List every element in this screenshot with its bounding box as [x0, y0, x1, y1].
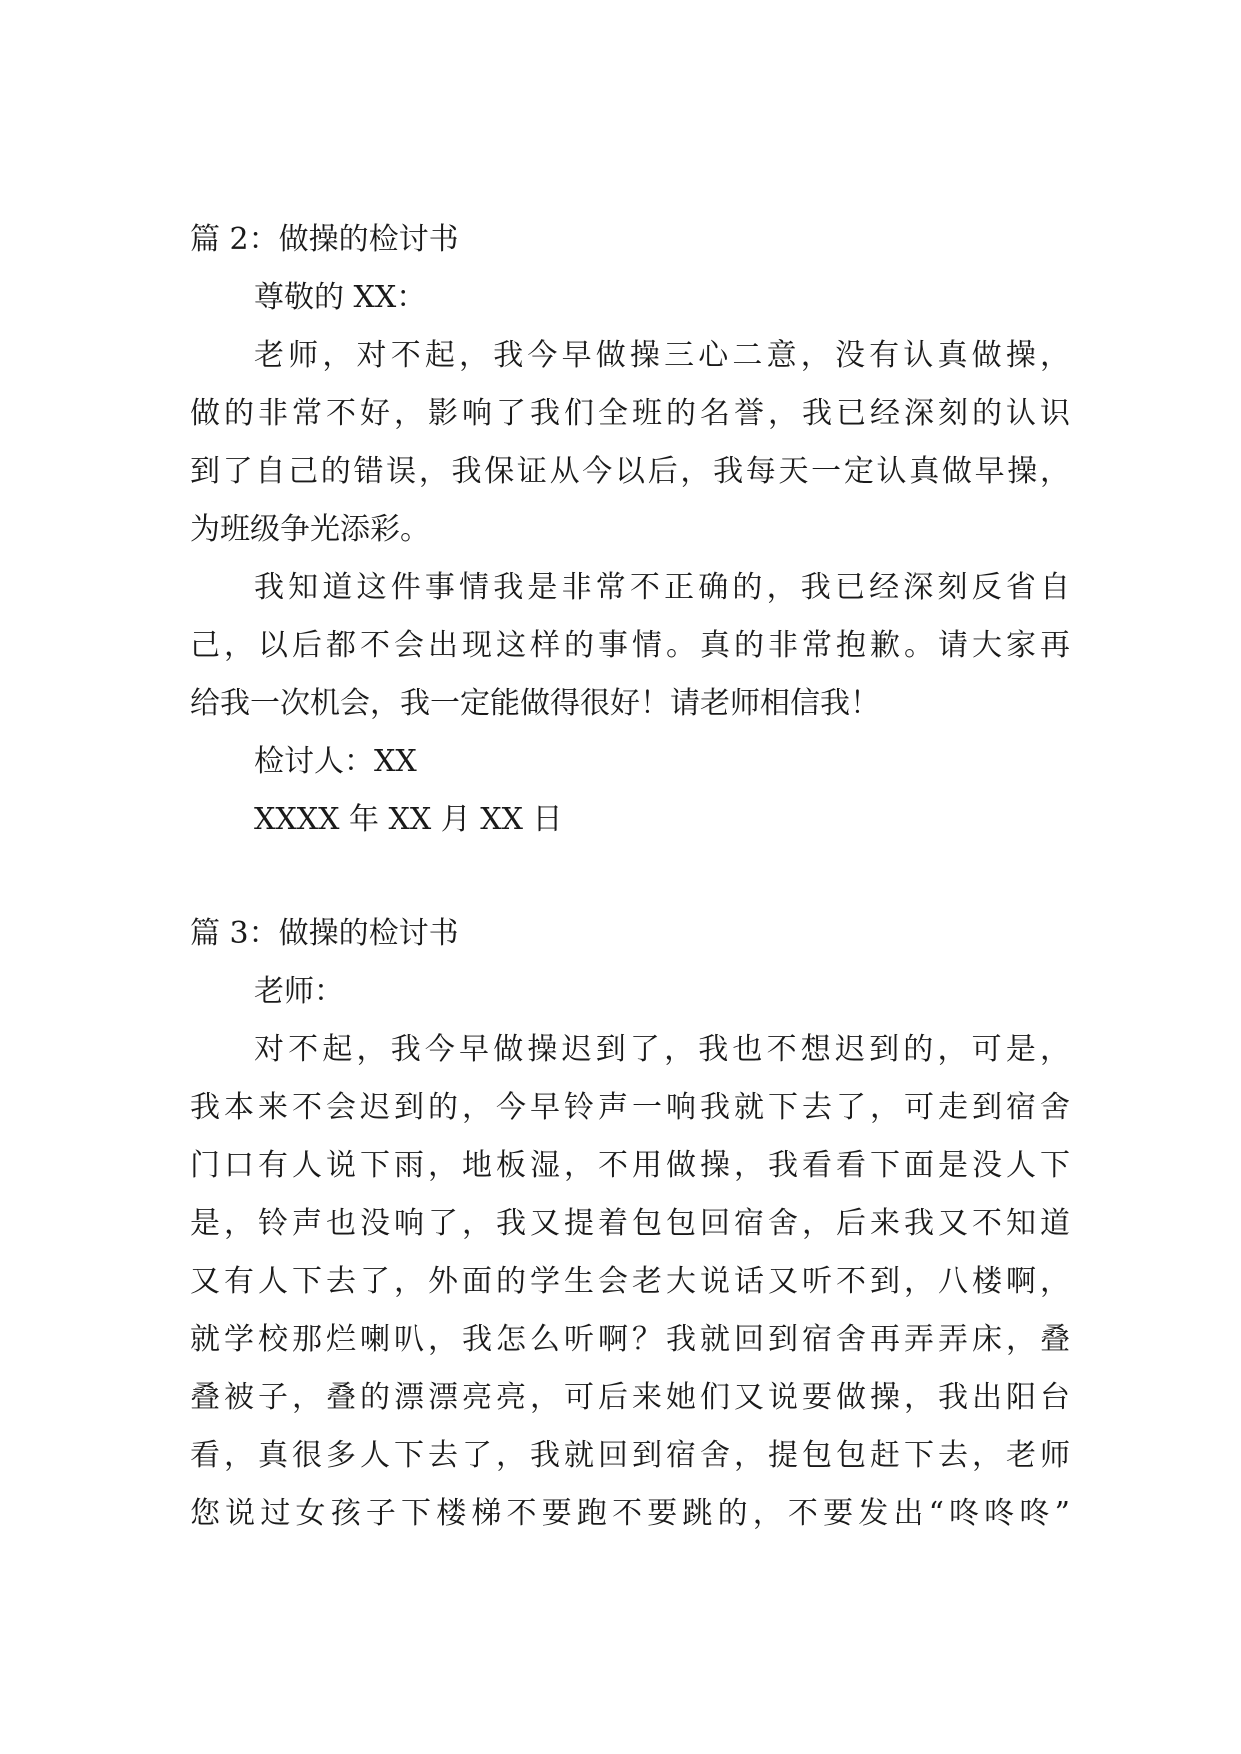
section2-date: XXXX 年 XX 月 XX 日	[254, 802, 563, 837]
section3-para1-line1: 对不起，我今早做操迟到了，我也不想迟到的，可是，	[254, 1032, 1070, 1067]
section3-para1-line9: 您说过女孩子下楼梯不要跑不要跳的，不要发出“咚咚咚”	[190, 1496, 1070, 1531]
section2-para1-line3: 到了自己的错误，我保证从今以后，我每天一定认真做早操，	[190, 454, 1070, 489]
section2-para1-line2: 做的非常不好，影响了我们全班的名誉，我已经深刻的认识	[190, 396, 1070, 431]
section2-para1-line4: 为班级争光添彩。	[190, 512, 430, 547]
section3-para1-line2: 我本来不会迟到的，今早铃声一响我就下去了，可走到宿舍	[190, 1090, 1070, 1125]
section3-para1-line5: 又有人下去了，外面的学生会老大说话又听不到，八楼啊，	[190, 1264, 1070, 1299]
section2-para2-line2: 己，以后都不会出现这样的事情。真的非常抱歉。请大家再	[190, 628, 1070, 663]
section2-signature: 检讨人：XX	[254, 744, 417, 779]
section2-para2-line1: 我知道这件事情我是非常不正确的，我已经深刻反省自	[254, 570, 1070, 605]
section3-salutation: 老师：	[254, 974, 344, 1009]
section2-para2-line3: 给我一次机会，我一定能做得很好！请老师相信我！	[190, 686, 880, 721]
section3-para1-line8: 看，真很多人下去了，我就回到宿舍，提包包赶下去，老师	[190, 1438, 1070, 1473]
section3-para1-line4: 是，铃声也没响了，我又提着包包回宿舍，后来我又不知道	[190, 1206, 1070, 1241]
section3-para1-line7: 叠被子，叠的漂漂亮亮，可后来她们又说要做操，我出阳台	[190, 1380, 1070, 1415]
section3-para1-line6: 就学校那烂喇叭，我怎么听啊？我就回到宿舍再弄弄床，叠	[190, 1322, 1070, 1357]
section2-salutation: 尊敬的 XX：	[254, 280, 427, 315]
section3-heading: 篇 3：做操的检讨书	[190, 916, 459, 951]
section2-para1-line1: 老师，对不起，我今早做操三心二意，没有认真做操，	[254, 338, 1070, 373]
section3-para1-line3: 门口有人说下雨，地板湿，不用做操，我看看下面是没人下	[190, 1148, 1070, 1183]
section2-heading: 篇 2：做操的检讨书	[190, 222, 459, 257]
